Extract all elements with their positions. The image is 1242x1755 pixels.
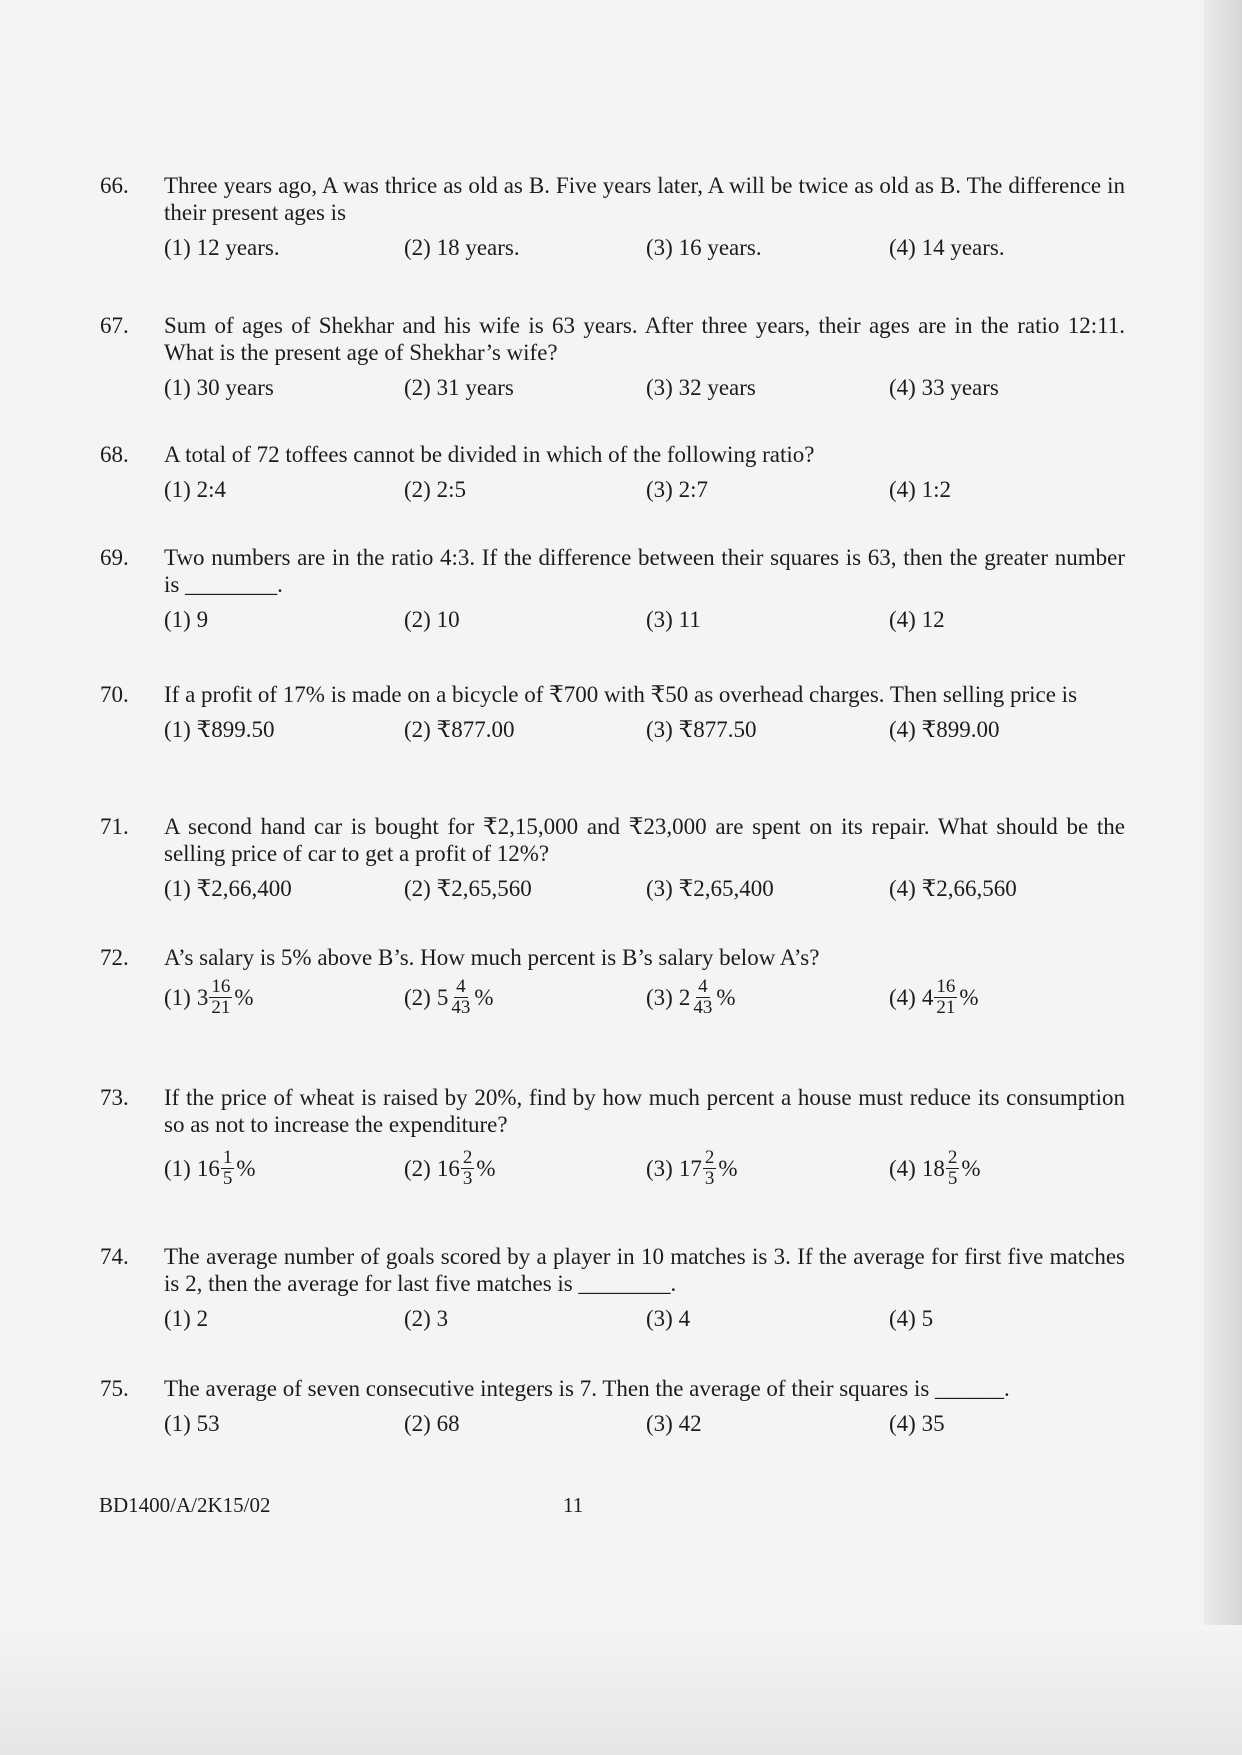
question-number: 70. — [100, 682, 129, 707]
option-1 — [164, 977, 404, 1018]
fraction-suffix: % — [959, 985, 979, 1010]
options-row — [164, 606, 1125, 633]
question-71 — [100, 813, 1125, 902]
fraction-numerator: 1 — [222, 1147, 233, 1168]
fraction-whole: 3 — [196, 985, 209, 1010]
fraction-suffix: % — [961, 1156, 981, 1181]
fraction — [934, 977, 957, 1018]
option-4: (4) 5 — [889, 1306, 934, 1331]
option-3: (3) 32 years — [646, 375, 756, 400]
option-3: (3) ₹877.50 — [646, 717, 757, 742]
question-text: A second hand car is bought for ₹2,15,000 and ₹23,000 are spent on its repair. What should be the selling price of car to get a profit of 12%? — [164, 814, 1125, 866]
option-2: (2) 18 years. — [404, 235, 520, 260]
fraction-whole: 4 — [921, 985, 934, 1010]
option-2: (2) 3 — [404, 1306, 449, 1331]
fraction-whole: 16 — [196, 1156, 220, 1181]
question-number: 75. — [100, 1376, 129, 1401]
option-3: (3) 16 years. — [646, 235, 762, 260]
option-1: (1) 12 years. — [164, 235, 280, 260]
option-4: (4) 14 years. — [889, 235, 1005, 260]
option-2: (2) 31 years — [404, 375, 514, 400]
options-row — [164, 374, 1125, 401]
question-number: 68. — [100, 442, 129, 467]
question-text: The average number of goals scored by a player in 10 matches is 3. If the average for first five matches is 2, then the average for last five matches is ________. — [164, 1244, 1125, 1296]
option-label: (1) — [164, 985, 191, 1010]
options-row — [164, 1305, 1125, 1332]
fraction — [703, 1148, 717, 1189]
question-number: 71. — [100, 814, 129, 839]
option-1: (1) ₹2,66,400 — [164, 876, 292, 901]
option-label: (3) — [646, 1156, 673, 1181]
option-2 — [404, 1148, 646, 1189]
fraction-numerator: 4 — [456, 976, 466, 997]
question-69 — [100, 544, 1125, 633]
options-row — [164, 1410, 1125, 1437]
question-number: 67. — [100, 313, 129, 338]
question-74 — [100, 1243, 1125, 1332]
option-1: (1) 9 — [164, 607, 209, 632]
option-2: (2) 2:5 — [404, 477, 466, 502]
fraction — [209, 977, 232, 1018]
question-number: 72. — [100, 945, 129, 970]
option-3 — [646, 1148, 889, 1189]
question-66 — [100, 172, 1125, 261]
option-1: (1) 2 — [164, 1306, 209, 1331]
scan-edge-bottom — [0, 1625, 1242, 1755]
option-4: (4) ₹899.00 — [889, 717, 1000, 742]
fraction-suffix: % — [718, 1156, 738, 1181]
question-70 — [100, 681, 1125, 743]
option-1: (1) 30 years — [164, 375, 274, 400]
question-number: 74. — [100, 1244, 129, 1269]
fraction-whole: 5 — [436, 985, 449, 1010]
fraction — [691, 977, 714, 1018]
question-number: 73. — [100, 1085, 129, 1110]
fraction — [221, 1148, 235, 1189]
option-label: (4) — [889, 985, 916, 1010]
fraction-denominator: 3 — [704, 1168, 715, 1189]
fraction-suffix: % — [234, 985, 254, 1010]
fraction-whole: 2 — [678, 985, 691, 1010]
option-2: (2) 68 — [404, 1411, 460, 1436]
footer-page-number: 11 — [563, 1493, 584, 1517]
option-3: (3) 11 — [646, 607, 701, 632]
option-3: (3) 42 — [646, 1411, 702, 1436]
option-4 — [889, 1148, 1125, 1189]
option-label: (4) — [889, 1156, 916, 1181]
question-text: A’s salary is 5% above B’s. How much percent is B’s salary below A’s? — [164, 945, 820, 970]
fraction-numerator: 2 — [704, 1147, 715, 1168]
options-row — [164, 716, 1125, 743]
fraction-denominator: 5 — [222, 1168, 233, 1189]
option-2 — [404, 977, 646, 1018]
footer-paper-code: BD1400/A/2K15/02 — [99, 1493, 271, 1517]
fraction-numerator: 16 — [211, 976, 231, 997]
fraction-whole: 18 — [921, 1156, 945, 1181]
option-4: (4) 33 years — [889, 375, 999, 400]
option-4: (4) 1:2 — [889, 477, 951, 502]
fraction-denominator: 3 — [462, 1168, 473, 1189]
option-4 — [889, 977, 1125, 1018]
fraction-whole: 16 — [436, 1156, 460, 1181]
fraction-suffix: % — [236, 1156, 256, 1181]
fraction-denominator: 43 — [451, 997, 471, 1018]
question-68 — [100, 441, 1125, 503]
question-text: If a profit of 17% is made on a bicycle of ₹700 with ₹50 as overhead charges. Then selling price is — [164, 682, 1078, 707]
option-4: (4) ₹2,66,560 — [889, 876, 1017, 901]
option-label: (1) — [164, 1156, 191, 1181]
question-text: If the price of wheat is raised by 20%, find by how much percent a house must reduce its consumption so as not to increase the expenditure? — [164, 1085, 1125, 1137]
fraction-suffix: % — [474, 985, 494, 1010]
option-1: (1) ₹899.50 — [164, 717, 275, 742]
question-67 — [100, 312, 1125, 401]
options-row — [164, 476, 1125, 503]
options-row — [164, 1148, 1125, 1189]
fraction — [461, 1148, 475, 1189]
option-3: (3) 2:7 — [646, 477, 708, 502]
question-73 — [100, 1084, 1125, 1189]
fraction-denominator: 43 — [693, 997, 713, 1018]
question-text: Sum of ages of Shekhar and his wife is 63 years. After three years, their ages are in the ratio 12:11. What is the present age of Shekhar’s wife? — [164, 313, 1125, 365]
option-3: (3) 4 — [646, 1306, 691, 1331]
option-1 — [164, 1148, 404, 1189]
option-3 — [646, 977, 889, 1018]
fraction-suffix: % — [476, 1156, 496, 1181]
question-number: 66. — [100, 173, 129, 198]
option-2: (2) 10 — [404, 607, 460, 632]
option-label: (3) — [646, 985, 673, 1010]
options-row — [164, 875, 1125, 902]
option-4: (4) 12 — [889, 607, 945, 632]
fraction-numerator: 4 — [698, 976, 708, 997]
option-2: (2) ₹877.00 — [404, 717, 515, 742]
question-75 — [100, 1375, 1125, 1437]
option-2: (2) ₹2,65,560 — [404, 876, 532, 901]
question-text: Three years ago, A was thrice as old as B. Five years later, A will be twice as old as B. The difference in their present ages is — [164, 173, 1125, 225]
option-4: (4) 35 — [889, 1411, 945, 1436]
options-row — [164, 977, 1125, 1018]
fraction — [946, 1148, 960, 1189]
fraction-whole: 17 — [678, 1156, 702, 1181]
question-72 — [100, 944, 1125, 1018]
option-label: (2) — [404, 985, 431, 1010]
question-text: The average of seven consecutive integers is 7. Then the average of their squares is ______. — [164, 1376, 1010, 1401]
option-1: (1) 2:4 — [164, 477, 226, 502]
fraction-numerator: 2 — [947, 1147, 958, 1168]
options-row — [164, 234, 1125, 261]
fraction-denominator: 5 — [947, 1168, 958, 1189]
fraction-denominator: 21 — [936, 997, 956, 1018]
option-1: (1) 53 — [164, 1411, 220, 1436]
fraction-numerator: 16 — [936, 976, 956, 997]
question-text: A total of 72 toffees cannot be divided in which of the following ratio? — [164, 442, 815, 467]
option-3: (3) ₹2,65,400 — [646, 876, 774, 901]
question-text: Two numbers are in the ratio 4:3. If the difference between their squares is 63, then the greater number is ________. — [164, 545, 1125, 597]
scan-edge-right — [1204, 0, 1242, 1755]
fraction-suffix: % — [716, 985, 736, 1010]
option-label: (2) — [404, 1156, 431, 1181]
fraction — [449, 977, 472, 1018]
fraction-numerator: 2 — [462, 1147, 473, 1168]
fraction-denominator: 21 — [211, 997, 231, 1018]
question-number: 69. — [100, 545, 129, 570]
